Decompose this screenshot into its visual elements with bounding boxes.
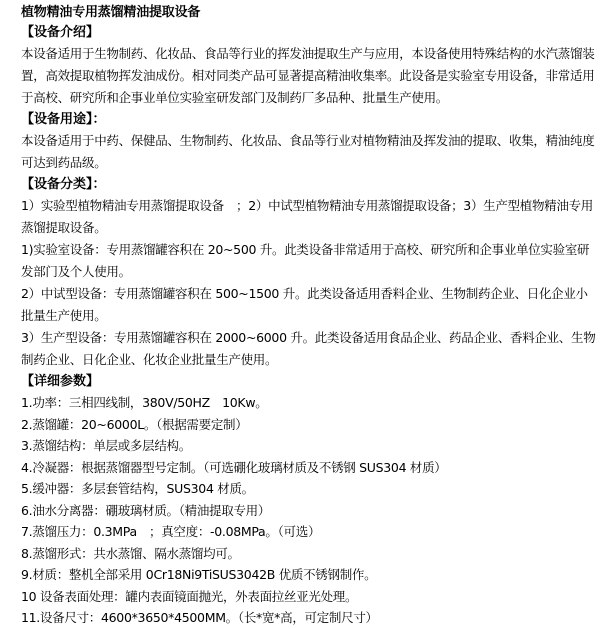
classification-item: 3）生产型设备：专用蒸馏罐容积在 2000~6000 升。此类设备适用食品企业、药品企业、香料企业、生物制药企业、日化企业、化妆企业批量生产使用。 (21, 330, 596, 367)
classification-item: 1)实验室设备：专用蒸馏罐容积在 20~500 升。此类设备非常适用于高校、研究所和企事业单位实验室研发部门及个人使用。 (21, 242, 590, 279)
params-heading: 【详细参数】 (21, 374, 100, 389)
usage-paragraph: 本设备适用于中药、保健品、生物制药、化妆品、食品等行业对植物精油及挥发油的提取、收集，精油纯度可达到药品级。 (21, 133, 595, 170)
param-item: 4.冷凝器：根据蒸馏器型号定制。（可选硼化玻璃材质及不锈钢 SUS304 材质） (21, 459, 447, 475)
document-title: 植物精油专用蒸馏精油提取设备 (21, 5, 201, 20)
classification-item: 1）实验型植物精油专用蒸馏提取设备 ；2）中试型植物精油专用蒸馏提取设备；3）生产型植物精油专用蒸馏提取设备。 (21, 198, 593, 235)
param-item: 5.缓冲器：多层套管结构，SUS304 材质。 (21, 481, 254, 496)
classification-item: 2）中试型设备：专用蒸馏罐容积在 500~1500 升。此类设备适用香料企业、生物制药企业、日化企业小批量生产使用。 (21, 286, 588, 323)
param-item: 9.材质：整机全部采用 0Cr18Ni9TiSUS3042B 优质不锈钢制作。 (21, 567, 377, 582)
param-item: 3.蒸馏结构：单层或多层结构。 (21, 438, 191, 453)
param-item: 1.功率：三相四线制，380V/50HZ 10Kw。 (21, 395, 268, 410)
usage-heading: 【设备用途】： (21, 112, 106, 127)
param-item: 2.蒸馏罐：20~6000L。（根据需要定制） (21, 416, 248, 432)
intro-heading: 【设备介绍】 (21, 25, 100, 40)
param-item: 11.设备尺寸：4600*3650*4500MM。（长*宽*高，可定制尺寸） (21, 610, 378, 625)
intro-paragraph: 本设备适用于生物制药、化妆品、食品等行业的挥发油提取生产与应用，本设备使用特殊结构的水汽蒸馏装置，高效提取植物挥发油成份。相对同类产品可显著提高精油收集率。此设备是实验室专用设备，非常适用于高校、研究所和企事业单位实验室研发部门及制药厂多品种、批量生产使用。 (21, 46, 595, 105)
param-item: 7.蒸馏压力：0.3MPa ；真空度：-0.08MPa。（可选） (21, 524, 321, 539)
param-item: 8.蒸馏形式：共水蒸馏、隔水蒸馏均可。 (21, 545, 240, 561)
param-item: 6.油水分离器：硼玻璃材质。（精油提取专用） (21, 502, 271, 518)
param-item: 10 设备表面处理：罐内表面镜面抛光，外表面拉丝亚光处理。 (21, 588, 358, 604)
classification-heading: 【设备分类】： (21, 177, 106, 192)
